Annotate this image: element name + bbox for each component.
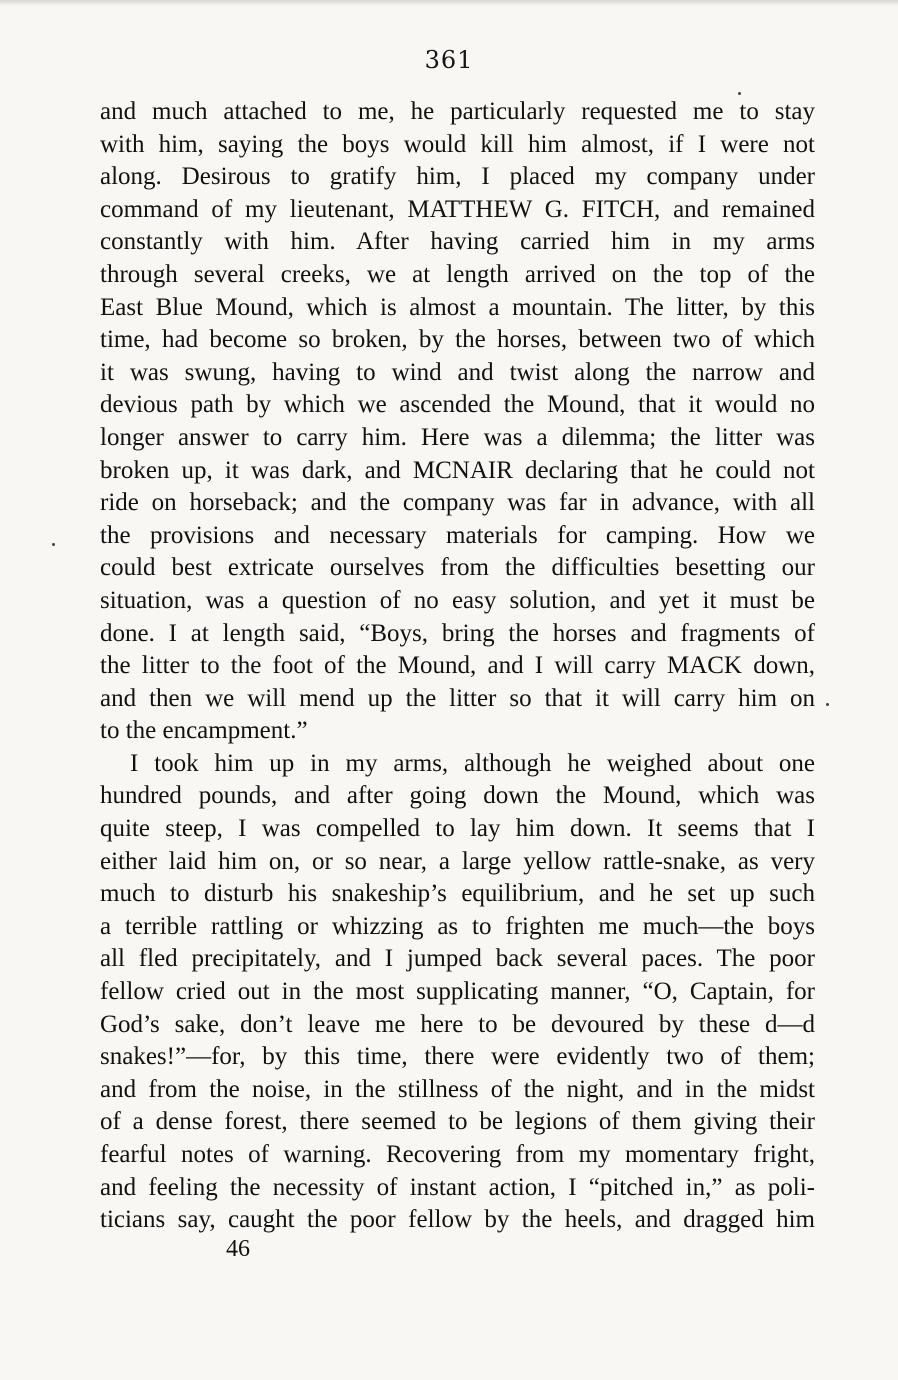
text-line: command of my lieutenant, MATTHEW G. FITCH, and remained — [100, 195, 815, 223]
page-top-edge — [0, 0, 898, 6]
text-line: longer answer to carry him. Here was a dilemma; the litter was — [100, 423, 815, 451]
text-line: ride on horseback; and the company was far in advance, with all — [100, 489, 815, 517]
print-speck — [826, 703, 829, 706]
print-speck — [738, 92, 741, 95]
text-line: a terrible rattling or whizzing as to frighten me much—the boys — [100, 912, 815, 940]
text-line: the litter to the foot of the Mound, and I will carry MACK down, — [100, 652, 815, 680]
text-line: all fled precipitately, and I jumped back several paces. The poor — [100, 945, 815, 973]
text-line: fearful notes of warning. Recovering from my momentary fright, — [100, 1141, 815, 1168]
paragraph-2 — [100, 748, 815, 1237]
text-line: with him, saying the boys would kill him almost, if I were not — [100, 130, 815, 158]
text-line: fellow cried out in the most supplicating manner, “O, Captain, for — [100, 978, 815, 1006]
text-line: and much attached to me, he particularly requested me to stay — [100, 98, 815, 125]
text-line: done. I at length said, “Boys, bring the horses and fragments of — [100, 619, 815, 647]
text-line: time, had become so broken, by the horses, between two of which — [100, 326, 815, 354]
text-line: East Blue Mound, which is almost a mountain. The litter, by this — [100, 293, 815, 321]
text-line: the provisions and necessary materials for camping. How we — [100, 521, 815, 549]
text-line: and from the noise, in the stillness of the night, and in the midst — [100, 1075, 815, 1103]
text-line: broken up, it was dark, and MCNAIR declaring that he could not — [100, 456, 815, 484]
text-line: could best extricate ourselves from the difficulties besetting our — [100, 554, 815, 582]
text-line: ticians say, caught the poor fellow by the heels, and dragged him — [100, 1206, 815, 1234]
page-number: 361 — [424, 46, 474, 74]
text-line: it was swung, having to wind and twist along the narrow and — [100, 358, 815, 386]
signature-mark: 46 — [226, 1236, 250, 1262]
text-line: quite steep, I was compelled to lay him down. It seems that I — [100, 815, 815, 843]
text-line: to the encampment.” — [100, 717, 308, 745]
text-line: either laid him on, or so near, a large yellow rattle-snake, as very — [100, 847, 815, 875]
text-line: situation, was a question of no easy solution, and yet it must be — [100, 586, 815, 614]
text-line: much to disturb his snakeship’s equilibrium, and he set up such — [100, 880, 815, 908]
text-line: constantly with him. After having carried him in my arms — [100, 228, 815, 256]
body-text — [100, 96, 815, 1237]
paragraph-1 — [100, 96, 815, 748]
text-line: and then we will mend up the litter so that it will carry him on — [100, 684, 815, 712]
text-line: I took him up in my arms, although he weighed about one — [130, 749, 815, 777]
text-line: hundred pounds, and after going down the Mound, which was — [100, 782, 815, 810]
text-line: and feeling the necessity of instant action, I “pitched in,” as poli- — [100, 1173, 815, 1201]
text-line: along. Desirous to gratify him, I placed my company under — [100, 163, 815, 191]
text-line: through several creeks, we at length arrived on the top of the — [100, 260, 815, 288]
text-line: devious path by which we ascended the Mound, that it would no — [100, 391, 815, 419]
print-speck — [52, 543, 55, 546]
text-line: snakes!”—for, by this time, there were evidently two of them; — [100, 1043, 815, 1071]
text-line: God’s sake, don’t leave me here to be devoured by these d—d — [100, 1010, 815, 1038]
text-line: of a dense forest, there seemed to be legions of them giving their — [100, 1108, 815, 1136]
